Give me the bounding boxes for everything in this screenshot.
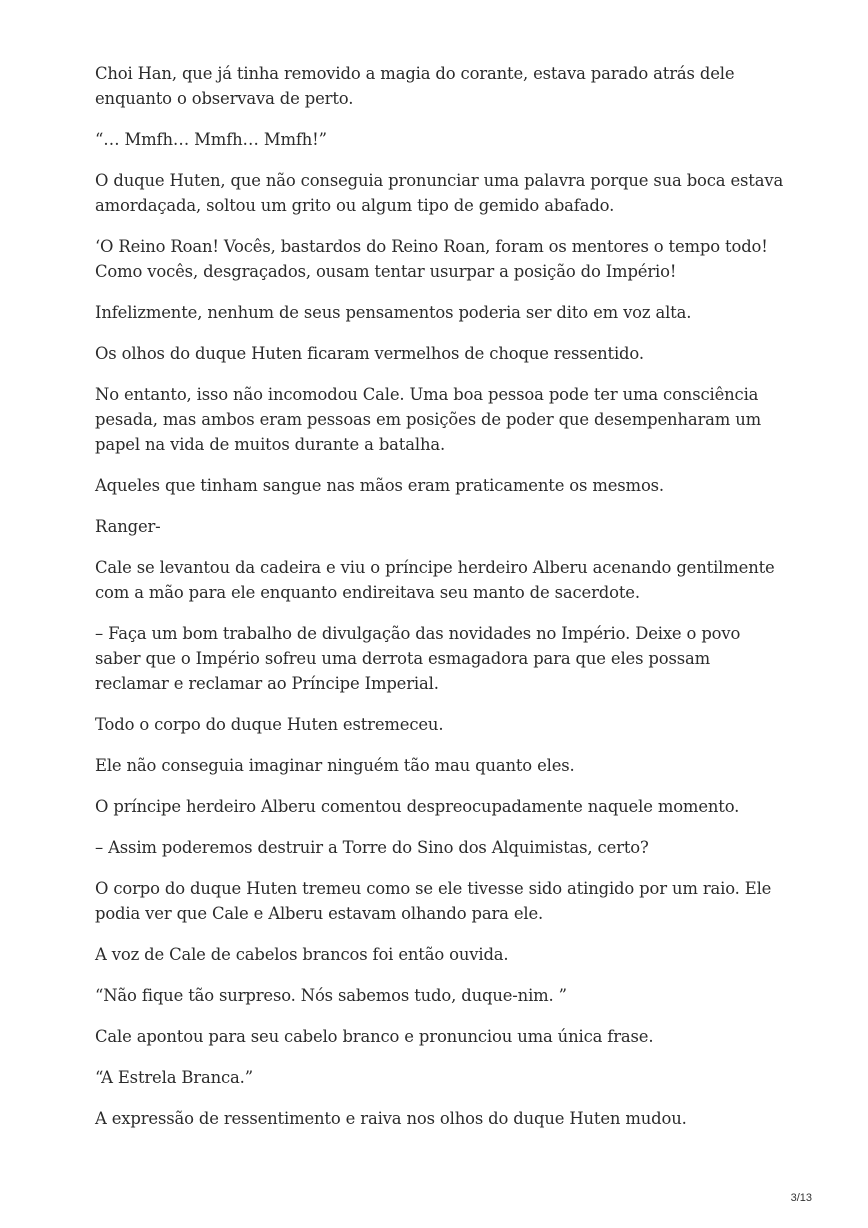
paragraph: “… Mmfh… Mmfh… Mmfh!” [95, 130, 327, 149]
paragraph: Cale se levantou da cadeira e viu o príncipe herdeiro Alberu acenando gentilmente com a mão para ele enquanto endireitava seu manto de sacerdote. [95, 558, 775, 602]
paragraph: – Assim poderemos destruir a Torre do Sino dos Alquimistas, certo? [95, 838, 649, 857]
paragraph: O duque Huten, que não conseguia pronunciar uma palavra porque sua boca estava amordaçada, soltou um grito ou algum tipo de gemido abafado. [95, 171, 784, 215]
paragraph: Todo o corpo do duque Huten estremeceu. [95, 715, 444, 734]
paragraph: Infelizmente, nenhum de seus pensamentos poderia ser dito em voz alta. [95, 303, 692, 322]
paragraph: “A Estrela Branca.” [95, 1068, 253, 1087]
paragraph: Cale apontou para seu cabelo branco e pronunciou uma única frase. [95, 1027, 654, 1046]
page-number: 3/13 [790, 1192, 812, 1204]
paragraph: ‘O Reino Roan! Vocês, bastardos do Reino Roan, foram os mentores o tempo todo! Como vocês, desgraçados, ousam tentar usurpar a posição do Império! [95, 237, 768, 281]
paragraph: Aqueles que tinham sangue nas mãos eram praticamente os mesmos. [95, 476, 664, 495]
paragraph: Ranger- [95, 517, 161, 536]
paragraph: A voz de Cale de cabelos brancos foi então ouvida. [95, 945, 509, 964]
paragraph: – Faça um bom trabalho de divulgação das novidades no Império. Deixe o povo saber que o Império sofreu uma derrota esmagadora para que eles possam reclamar e reclamar ao Príncipe Imperial. [95, 624, 741, 693]
paragraph: Ele não conseguia imaginar ninguém tão mau quanto eles. [95, 756, 575, 775]
paragraph: No entanto, isso não incomodou Cale. Uma boa pessoa pode ter uma consciência pesada, mas ambos eram pessoas em posições de poder que desempenharam um papel na vida de muitos durante a batalha. [95, 385, 762, 454]
paragraph: A expressão de ressentimento e raiva nos olhos do duque Huten mudou. [95, 1109, 687, 1128]
paragraph: O corpo do duque Huten tremeu como se ele tivesse sido atingido por um raio. Ele podia ver que Cale e Alberu estavam olhando para ele. [95, 879, 772, 923]
paragraph: Choi Han, que já tinha removido a magia do corante, estava parado atrás dele enquanto o observava de perto. [95, 64, 735, 108]
page-content [95, 61, 785, 1147]
paragraph: Os olhos do duque Huten ficaram vermelhos de choque ressentido. [95, 344, 644, 363]
paragraph: “Não fique tão surpreso. Nós sabemos tudo, duque-nim. ” [95, 986, 567, 1005]
paragraph: O príncipe herdeiro Alberu comentou despreocupadamente naquele momento. [95, 797, 740, 816]
